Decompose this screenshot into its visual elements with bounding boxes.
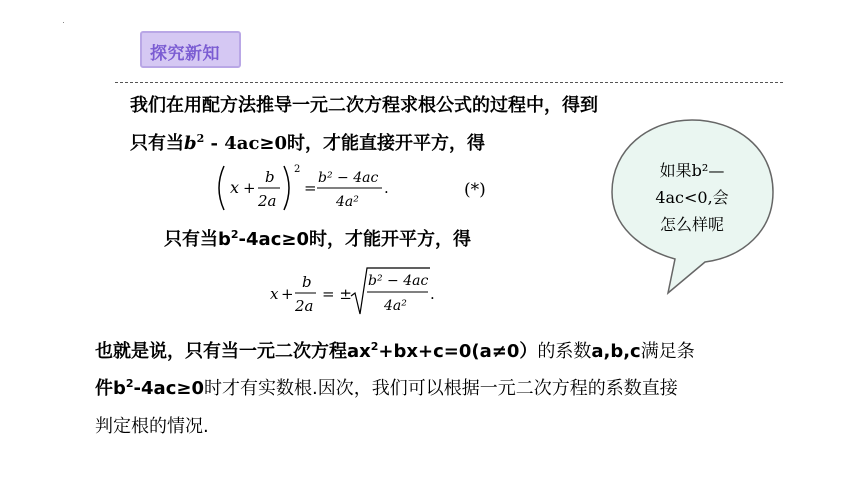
conclusion-1a: 也就是说，只有当一元二次方程ax xyxy=(95,341,371,362)
f1-rhs-num: b² − 4ac xyxy=(318,170,379,186)
conclusion-1-sup: 2 xyxy=(370,340,379,353)
condition-expr-b: b xyxy=(184,133,197,154)
conclusion-1e: 满足条 xyxy=(640,341,695,362)
section-badge-label: 探究新知 xyxy=(150,44,220,64)
conclusion-2b: -4ac≥0 xyxy=(133,378,204,399)
intro-line: 我们在用配方法推导一元二次方程求根公式的过程中，得到 xyxy=(130,95,598,116)
bubble-line-2: 4ac<0,会 xyxy=(655,188,729,207)
bubble-question xyxy=(632,157,752,238)
condition-expr-sup: 2 xyxy=(196,132,205,145)
formula-tag: (*) xyxy=(464,180,486,200)
f2-num: b xyxy=(302,273,312,291)
f1-x: x xyxy=(230,178,240,197)
right-paren xyxy=(284,166,289,210)
section-badge xyxy=(140,31,241,68)
conclusion-line-2 xyxy=(95,377,678,399)
formula-square-root xyxy=(266,262,441,322)
bubble-line-1: 如果b²— xyxy=(659,161,725,180)
f2-eq: = ± xyxy=(322,285,352,303)
f1-num: b xyxy=(265,168,275,186)
bubble-line-3: 怎么样呢 xyxy=(659,215,724,234)
f1-dot: . xyxy=(384,179,389,197)
conclusion-1b: +bx+c=0(a≠0） xyxy=(378,341,538,362)
f1-den: 2a xyxy=(258,192,277,210)
left-paren xyxy=(219,166,224,210)
dashed-divider xyxy=(115,82,783,83)
corner-dot xyxy=(63,22,64,23)
sqrt-prefix: 只有当b xyxy=(164,229,231,250)
conclusion-line-3: 判定根的情况. xyxy=(95,416,209,437)
f2-dot: . xyxy=(430,285,435,303)
formula-completed-square xyxy=(214,160,404,216)
f1-exp: 2 xyxy=(294,164,301,175)
conclusion-1d: a,b,c xyxy=(591,341,641,362)
f2-den: 2a xyxy=(295,297,314,315)
f2-rhs-den: 4a² xyxy=(384,298,407,314)
f2-rhs-num: b² − 4ac xyxy=(368,273,429,289)
conclusion-2-sup: 2 xyxy=(125,377,134,390)
f1-rhs-den: 4a² xyxy=(336,194,359,210)
condition-prefix: 只有当 xyxy=(130,133,184,154)
conclusion-1c: 的系数 xyxy=(537,341,592,362)
f2-plus: + xyxy=(281,285,294,303)
sqrt-condition-line xyxy=(164,225,471,251)
condition-line xyxy=(130,129,485,155)
sqrt-sup: 2 xyxy=(230,228,239,241)
conclusion-2c: 时才有实数根.因次，我们可以根据一元二次方程的系数直接 xyxy=(203,378,678,399)
condition-expr-rest: - 4ac≥0 xyxy=(204,133,288,154)
sqrt-suffix: -4ac≥0时，才能开平方，得 xyxy=(238,229,471,250)
f1-eq: = xyxy=(304,179,317,197)
conclusion-line-1 xyxy=(95,340,695,362)
f2-x: x xyxy=(270,285,279,303)
conclusion-2a: 件b xyxy=(95,378,126,399)
f1-plus: + xyxy=(243,179,256,197)
condition-suffix: 时，才能直接开平方，得 xyxy=(287,133,486,154)
